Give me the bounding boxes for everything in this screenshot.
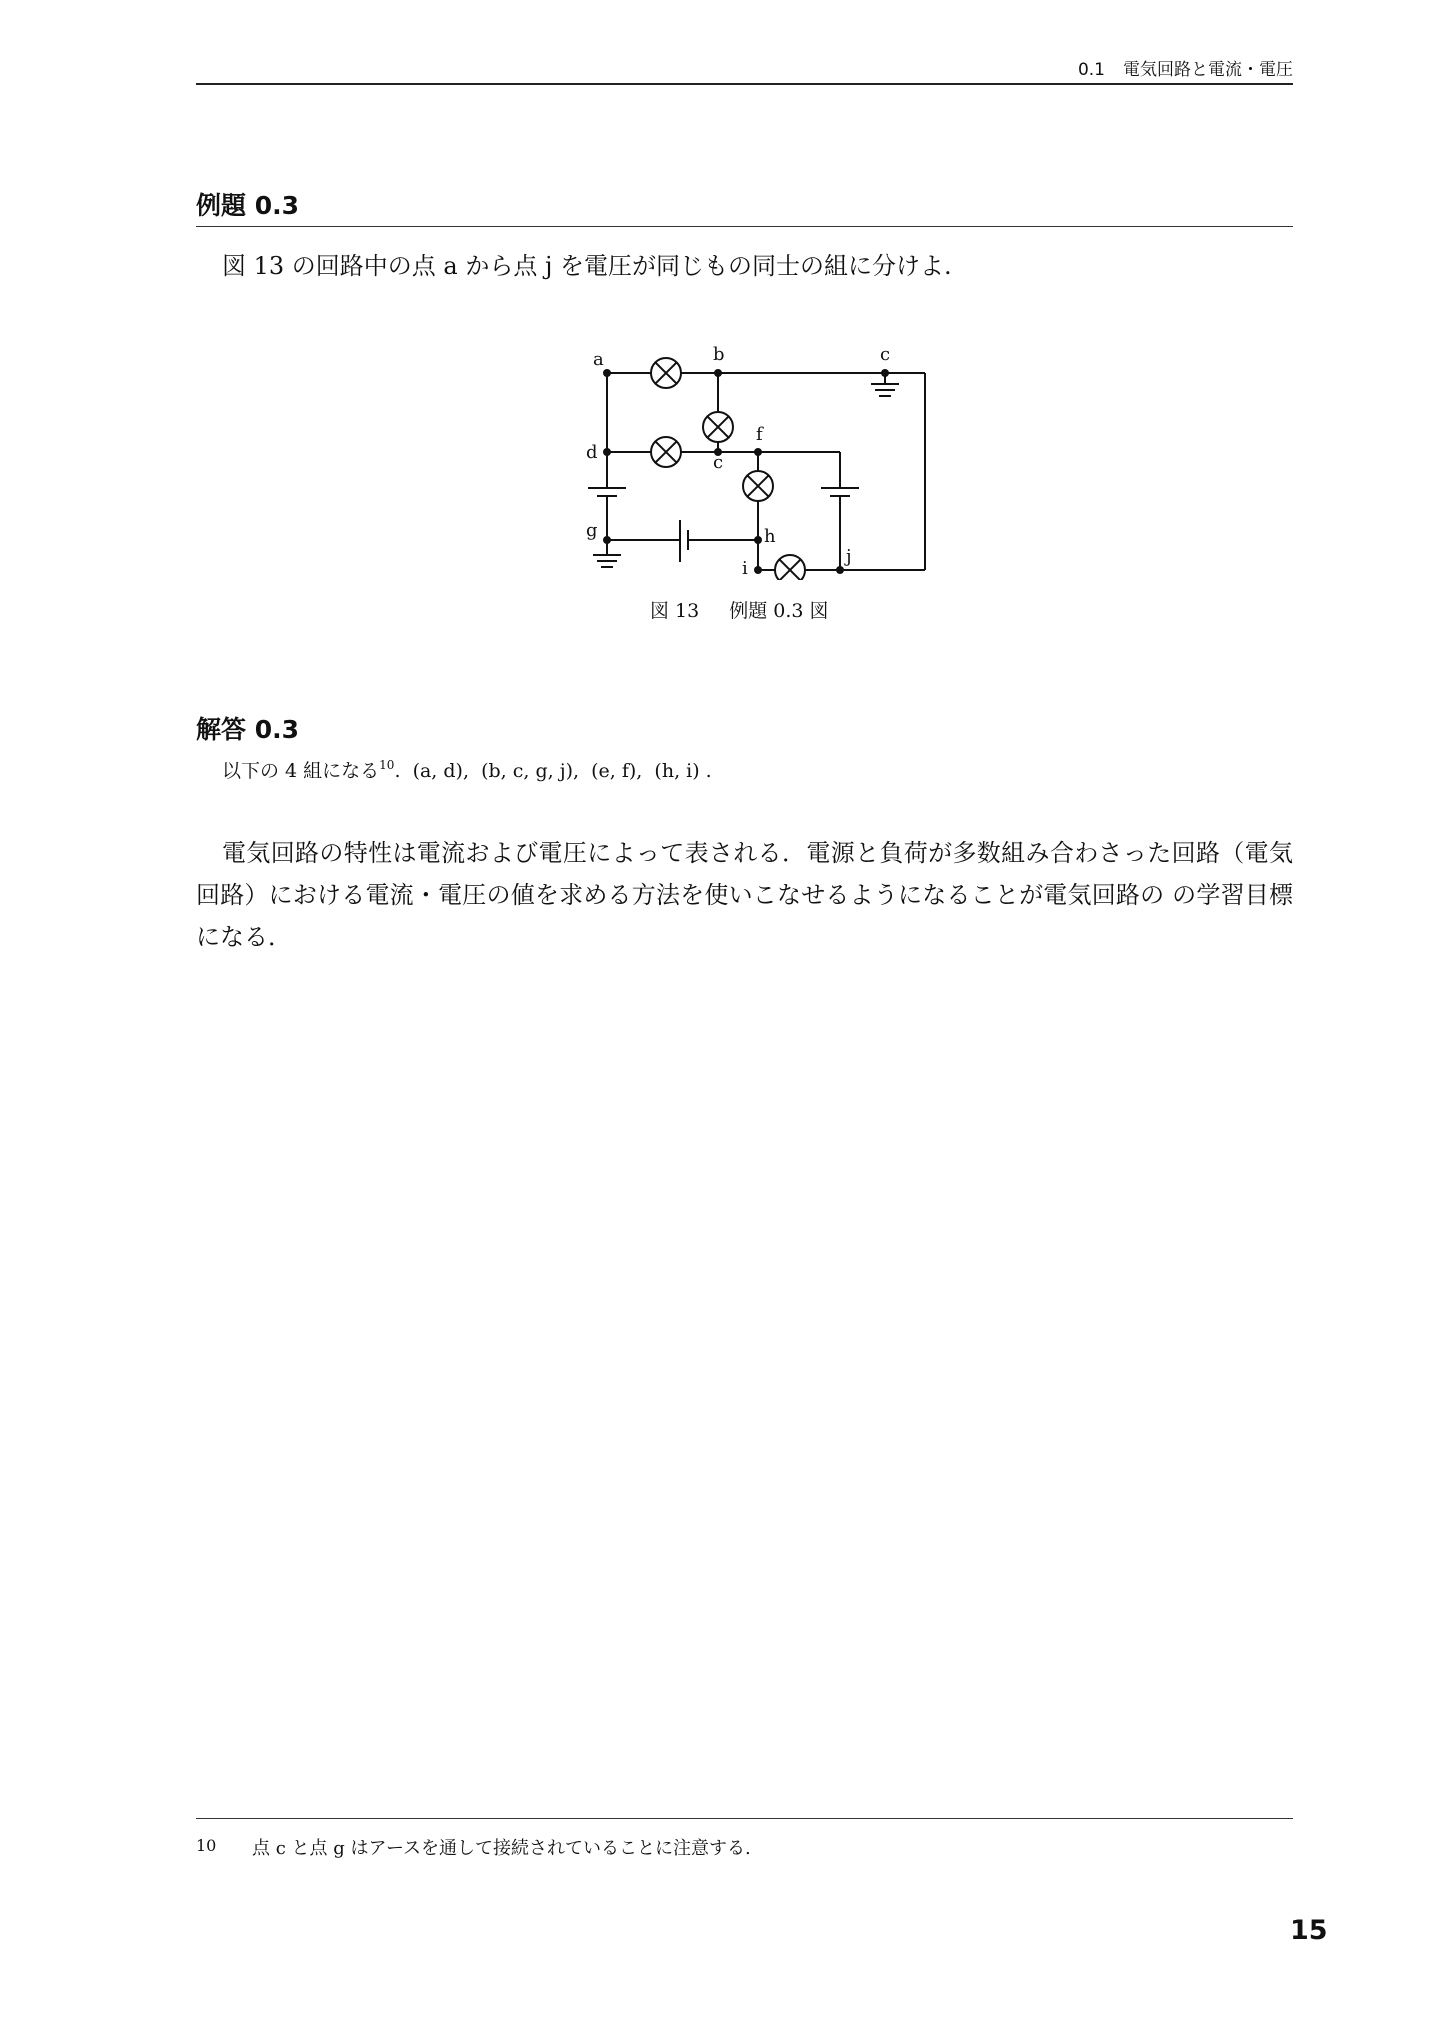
node-label-i: i [742,558,748,579]
running-header [196,55,1293,85]
node-label-g: g [586,520,598,541]
header-section-title: 電気回路と電流・電圧 [1123,60,1293,80]
node-label-h: h [764,526,776,547]
footnote-reference[interactable]: 10 [379,758,395,772]
body-paragraph: 電気回路の特性は電流および電圧によって表される．電源と負荷が多数組み合わさった回路（電気回路）における電流・電圧の値を求める方法を使いこなせるようになることが電気回路の の学習目標になる． [196,839,1293,951]
footnote-text: 点 c と点 g はアースを通して接続されていることに注意する. [252,1838,751,1859]
node-label-c-mid: c [713,452,724,473]
answer-text-after: . (a, d), (b, c, g, j), (e, f), (h, i) . [394,760,712,782]
footnote-number: 10 [196,1836,217,1855]
answer-text-before: 以下の 4 組になる [222,760,380,782]
figure-caption [650,596,829,623]
lamp-icons [651,358,805,580]
header-section-number: 0.1 [1077,60,1105,80]
example-heading: 例題 0.3 [196,191,299,220]
answer-heading: 解答 0.3 [196,715,299,744]
node-label-d: d [586,442,598,463]
node-label-f: f [756,424,763,445]
circuit-diagram [560,340,940,580]
node-label-b: b [713,344,725,365]
node-label-c-top: c [880,344,891,365]
figure-caption-text: 例題 0.3 図 [729,600,829,622]
footnote-rule [196,1818,1293,1819]
node-label-a: a [593,349,604,370]
node-label-j: j [846,546,852,567]
page-number: 15 [1290,1915,1328,1946]
example-rule [196,226,1293,227]
figure-caption-number: 図 13 [650,600,700,622]
answer-text [222,756,712,783]
example-problem-text: 図 13 の回路中の点 a から点 j を電圧が同じもの同士の組に分けよ. [222,252,952,280]
